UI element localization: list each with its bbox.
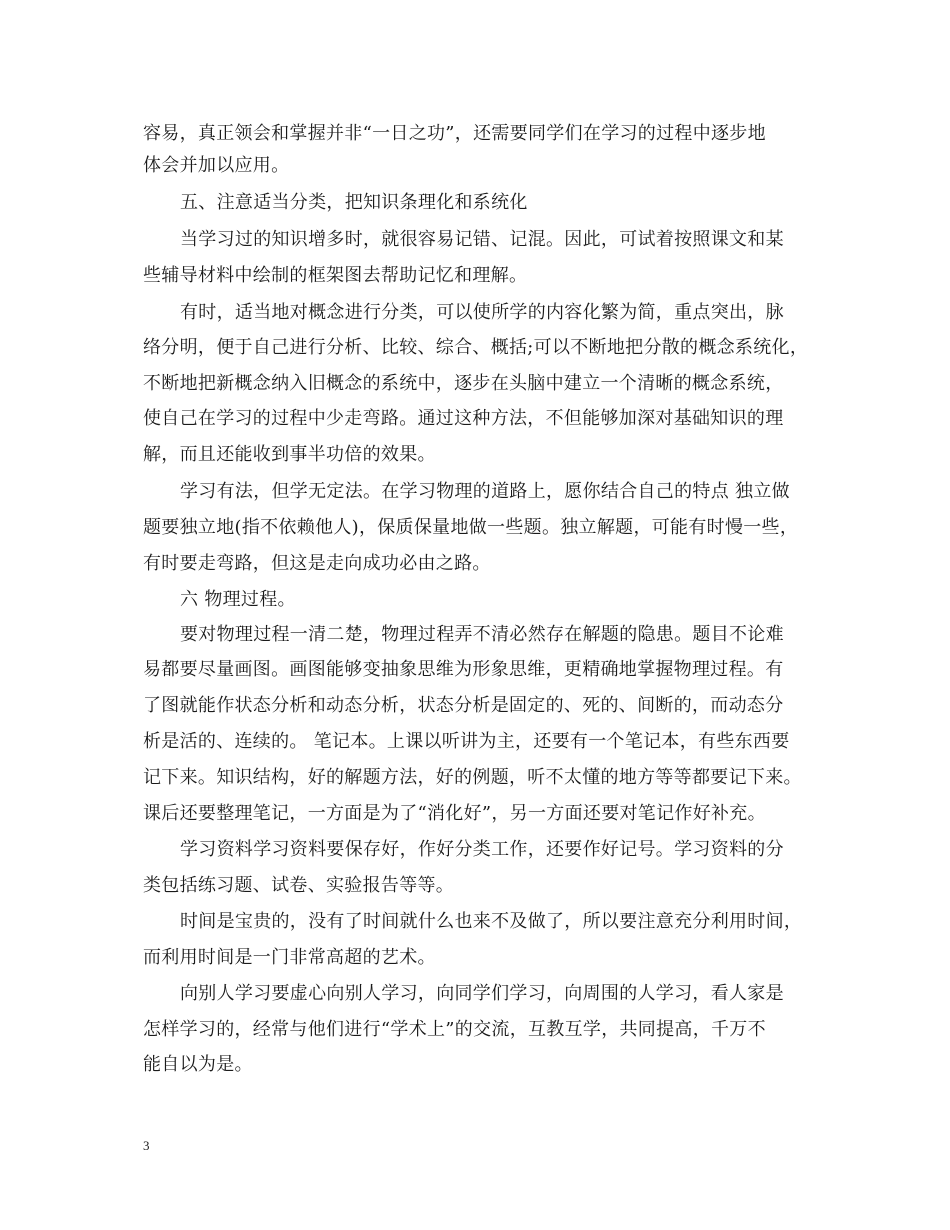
text-line: 有时，适当地对概念进行分类，可以使所学的内容化繁为简，重点突出，脉: [180, 302, 784, 323]
text-line: 使自己在学习的过程中少走弯路。通过这种方法，不但能够加深对基础知识的理: [143, 408, 784, 429]
section-heading: 五、注意适当分类，把知识条理化和系统化: [180, 192, 528, 213]
text-line: 些辅导材料中绘制的框架图去帮助记忆和理解。: [143, 265, 528, 286]
text-line: 课后还要整理笔记，一方面是为了“消化好”，另一方面还要对笔记作好补充。: [143, 803, 766, 824]
text-line: 析是活的、连续的。 笔记本。上课以听讲为主，还要有一个笔记本，有些东西要: [143, 731, 790, 752]
text-line: 学习有法，但学无定法。在学习物理的道路上，愿你结合自己的特点 独立做: [180, 481, 790, 502]
text-line: 解，而且还能收到事半功倍的效果。: [143, 444, 436, 465]
page-number: 3: [143, 1138, 150, 1153]
text-line: 怎样学习的，经常与他们进行“学术上”的交流，互教互学，共同提高，千万不: [143, 1019, 766, 1040]
text-line: 了图就能作状态分析和动态分析，状态分析是固定的、死的、间断的，而动态分: [143, 695, 784, 716]
text-line: 而利用时间是一门非常高超的艺术。: [143, 947, 436, 968]
text-line: 容易，真正领会和掌握并非“一日之功”，还需要同学们在学习的过程中逐步地: [143, 123, 766, 144]
text-line: 能自以为是。: [143, 1054, 253, 1075]
text-line: 易都要尽量画图。画图能够变抽象思维为形象思维，更精确地掌握物理过程。有: [143, 659, 784, 680]
text-line: 络分明，便于自己进行分析、比较、综合、概括;可以不断地把分散的概念系统化，: [143, 337, 809, 358]
text-line: 当学习过的知识增多时，就很容易记错、记混。因此，可试着按照课文和某: [180, 229, 784, 250]
text-line: 有时要走弯路，但这是走向成功必由之路。: [143, 553, 491, 574]
text-line: 不断地把新概念纳入旧概念的系统中，逐步在头脑中建立一个清晰的概念系统，: [143, 373, 784, 394]
section-heading: 六 物理过程。: [180, 589, 296, 610]
text-line: 类包括练习题、试卷、实验报告等等。: [143, 875, 455, 896]
text-line: 时间是宝贵的，没有了时间就什么也来不及做了，所以要注意充分利用时间，: [180, 911, 803, 932]
text-line: 学习资料学习资料要保存好，作好分类工作，还要作好记号。学习资料的分: [180, 839, 784, 860]
text-line: 向别人学习要虚心向别人学习，向同学们学习，向周围的人学习，看人家是: [180, 983, 784, 1004]
text-line: 体会并加以应用。: [143, 155, 290, 176]
text-line: 题要独立地(指不依赖他人)，保质保量地做一些题。独立解题，可能有时慢一些，: [143, 517, 799, 538]
text-line: 要对物理过程一清二楚，物理过程弄不清必然存在解题的隐患。题目不论难: [180, 624, 784, 645]
text-line: 记下来。知识结构，好的解题方法，好的例题，听不太懂的地方等等都要记下来。: [143, 767, 802, 788]
